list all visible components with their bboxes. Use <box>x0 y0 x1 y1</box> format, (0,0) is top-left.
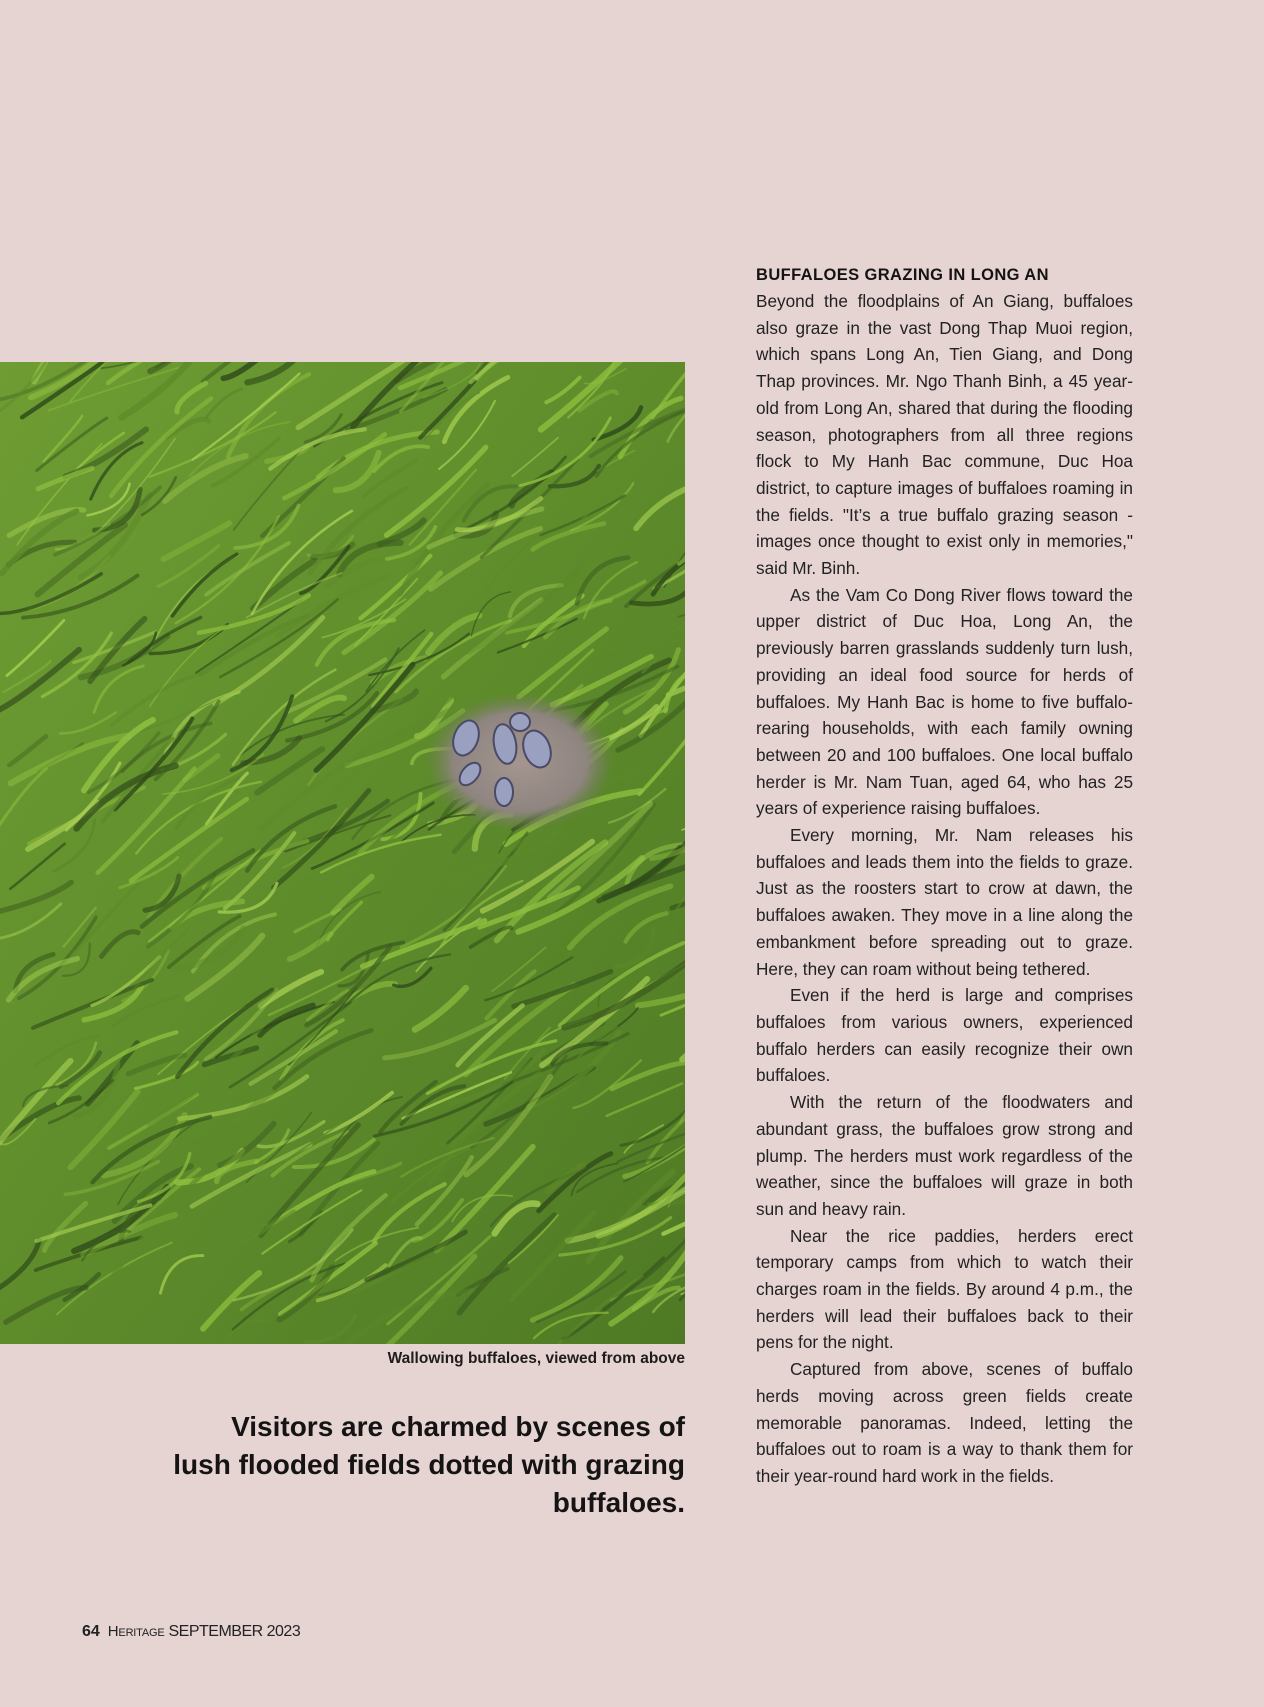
article-column <box>756 266 1133 1490</box>
page-number: 64 <box>82 1623 100 1640</box>
article-paragraph: Every morning, Mr. Nam releases his buffaloes and leads them into the fields to graze. Just as the roosters start to crow at dawn, the buffaloes awaken. They move in a line along the embankment before spreading out to graze. Here, they can roam without being tethered. <box>756 825 1133 979</box>
section-heading: BUFFALOES GRAZING IN LONG AN <box>756 266 1049 284</box>
photo-caption: Wallowing buffaloes, viewed from above <box>387 1350 685 1367</box>
pull-quote: Visitors are charmed by scenes of lush flooded fields dotted with grazing buffaloes. <box>173 1411 685 1518</box>
page-footer <box>82 1623 300 1641</box>
article-paragraph: Captured from above, scenes of buffalo herds moving across green fields create memorable panoramas. Indeed, letting the buffaloes out to roam is a way to thank them for their year-round hard work in the fields. <box>756 1359 1133 1486</box>
issue-date: SEPTEMBER 2023 <box>168 1623 301 1640</box>
article-paragraph: Even if the herd is large and comprises buffaloes from various owners, experienced buffalo herders can easily recognize their own buffaloes. <box>756 985 1133 1086</box>
grass-field-illustration <box>0 362 685 1344</box>
aerial-photo-buffaloes <box>0 362 685 1344</box>
article-paragraph: Near the rice paddies, herders erect temporary camps from which to watch their charges roam in the fields. By around 4 p.m., the herders will lead their buffaloes back to their pens for the night. <box>756 1225 1133 1353</box>
article-paragraph: Beyond the floodplains of An Giang, buffaloes also graze in the vast Dong Thap Muoi region, which spans Long An, Tien Giang, and Dong Thap provinces. Mr. Ngo Thanh Binh, a 45 year-old from Long An, shared that during the flooding season, photographers from all three regions flock to My Hanh Bac commune, Duc Hoa district, to capture images of buffaloes roaming in the fields. "It’s a true buffalo grazing season - images once thought to exist only in memories," said Mr. Binh. <box>756 291 1133 579</box>
magazine-name: Heritage <box>107 1623 165 1640</box>
article-paragraph: With the return of the floodwaters and abundant grass, the buffaloes grow strong and plump. The herders must work regardless of the weather, since the buffaloes will graze in both sun and heavy rain. <box>756 1092 1133 1219</box>
article-paragraph: As the Vam Co Dong River flows toward the upper district of Duc Hoa, Long An, the previously barren grasslands suddenly turn lush, providing an ideal food source for herds of buffaloes. My Hanh Bac is home to five buffalo-rearing households, with each family owning between 20 and 100 buffaloes. One local buffalo herder is Mr. Nam Tuan, aged 64, who has 25 years of experience raising buffaloes. <box>756 584 1133 819</box>
